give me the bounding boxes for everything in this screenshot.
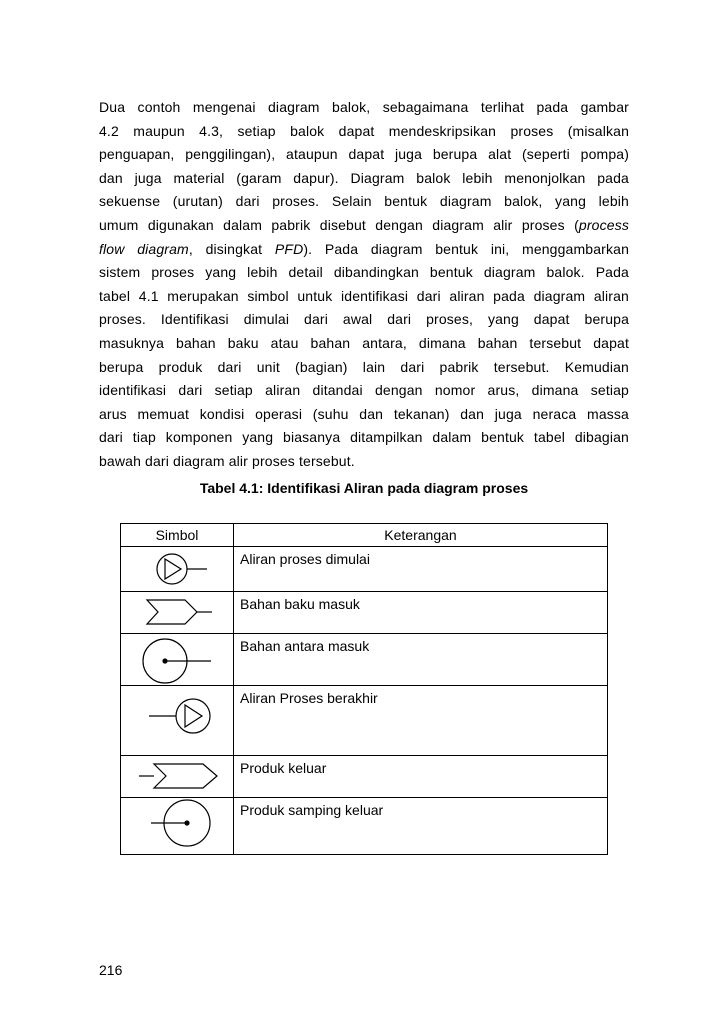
paragraph-line: arus memuat kondisi operasi (suhu dan tekanan) dan juga neraca massa bbox=[99, 405, 629, 422]
table-caption: Tabel 4.1: Identifikasi Aliran pada diagram proses bbox=[199, 480, 529, 496]
paragraph-line: Dua contoh mengenai diagram balok, sebagaimana terlihat pada gambar bbox=[99, 99, 629, 115]
paragraph-text: umum digunakan dalam pabrik disebut dengan diagram alir proses ( bbox=[99, 216, 579, 233]
paragraph-italic-text: diagram bbox=[137, 240, 189, 257]
table-header-row bbox=[121, 524, 608, 547]
header-keterangan: Keterangan bbox=[234, 524, 608, 547]
paragraph-italic-text: flow bbox=[99, 240, 125, 257]
line-circle-dot-icon bbox=[121, 798, 233, 854]
paragraph-line bbox=[99, 238, 629, 262]
paragraph-italic-text: process bbox=[578, 216, 629, 233]
header-simbol: Simbol bbox=[121, 524, 234, 547]
paragraph-line: identifikasi dari setiap aliran ditandai dengan nomor arus, dimana setiap bbox=[99, 382, 629, 399]
symbol-table bbox=[120, 523, 608, 855]
description-cell: Bahan baku masuk bbox=[234, 592, 608, 634]
page-number: 216 bbox=[99, 962, 123, 978]
paragraph-line: dari tiap komponen yang biasanya ditampilkan dalam bentuk tabel dibagian bbox=[99, 429, 629, 446]
body-paragraph bbox=[99, 96, 629, 474]
paragraph-text: ). Pada diagram bentuk ini, menggambarkan bbox=[303, 240, 630, 257]
description-cell: Aliran proses dimulai bbox=[234, 547, 608, 592]
line-circle-triangle-icon bbox=[121, 686, 233, 755]
paragraph-line bbox=[99, 214, 629, 238]
table-row bbox=[121, 592, 608, 634]
circle-triangle-line-right-icon bbox=[121, 547, 233, 591]
symbol-cell bbox=[121, 634, 234, 686]
description-cell: Aliran Proses berakhir bbox=[234, 686, 608, 756]
paragraph-italic-text: PFD bbox=[274, 240, 304, 257]
paragraph-line: sistem proses yang lebih detail dibandingkan bentuk diagram balok. Pada bbox=[99, 264, 629, 281]
circle-dot-line-right-icon bbox=[121, 634, 233, 685]
symbol-cell bbox=[121, 798, 234, 855]
paragraph-line: masuknya bahan baku atau bahan antara, dimana bahan tersebut dapat bbox=[99, 334, 629, 351]
symbol-cell bbox=[121, 547, 234, 592]
symbol-cell bbox=[121, 592, 234, 634]
paragraph-line: proses. Identifikasi dimulai dari awal dari proses, yang dapat berupa bbox=[99, 311, 629, 328]
description-cell: Produk samping keluar bbox=[234, 798, 608, 855]
paragraph-line: bawah dari diagram alir proses tersebut. bbox=[99, 452, 355, 469]
paragraph-line: dan juga material (garam dapur). Diagram balok lebih menonjolkan pada bbox=[99, 169, 629, 186]
table-row bbox=[121, 686, 608, 756]
description-cell: Bahan antara masuk bbox=[234, 634, 608, 686]
paragraph-line: 4.2 maupun 4.3, setiap balok dapat mendeskripsikan proses (misalkan bbox=[99, 122, 629, 139]
description-cell: Produk keluar bbox=[234, 756, 608, 798]
table-row bbox=[121, 798, 608, 855]
line-chevron-arrow-icon bbox=[121, 756, 233, 797]
paragraph-line: berupa produk dari unit (bagian) lain dari pabrik tersebut. Kemudian bbox=[99, 358, 629, 375]
table-row bbox=[121, 756, 608, 798]
symbol-cell bbox=[121, 756, 234, 798]
table-row bbox=[121, 547, 608, 592]
paragraph-text: , disingkat bbox=[188, 240, 263, 257]
symbol-cell bbox=[121, 686, 234, 756]
chevron-arrow-line-right-icon bbox=[121, 592, 233, 633]
table-row bbox=[121, 634, 608, 686]
paragraph-line: tabel 4.1 merupakan simbol untuk identifikasi dari aliran pada diagram aliran bbox=[99, 287, 629, 304]
paragraph-line: penguapan, penggilingan), ataupun dapat juga berupa alat (seperti pompa) bbox=[99, 146, 629, 163]
paragraph-line: sekuense (urutan) dari proses. Selain bentuk diagram balok, yang lebih bbox=[99, 193, 629, 210]
